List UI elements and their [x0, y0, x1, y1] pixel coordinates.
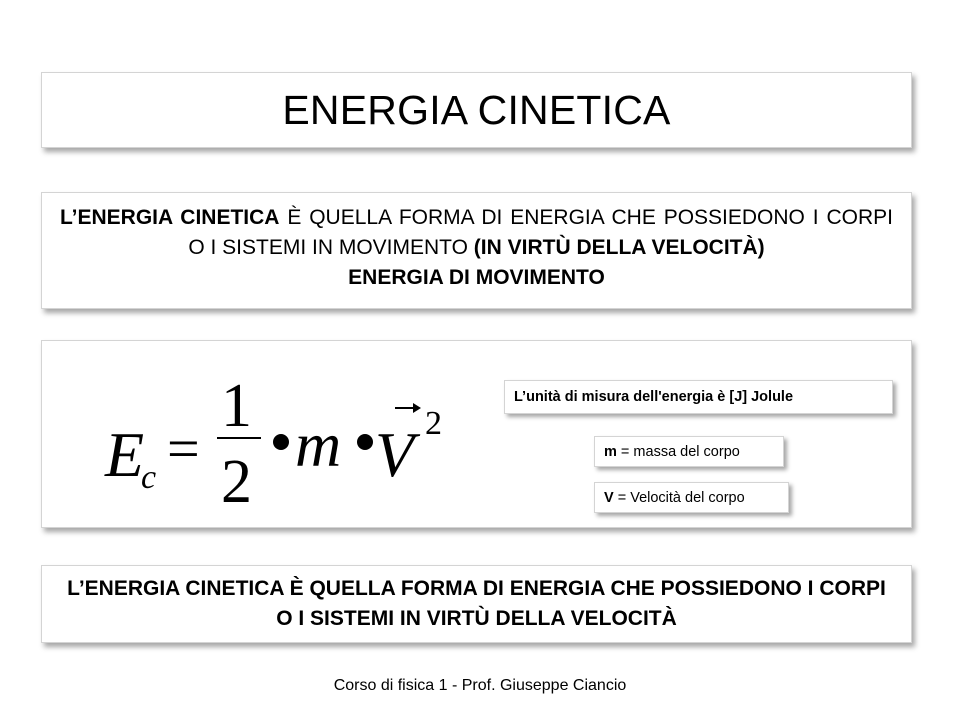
definition-subtitle: ENERGIA DI MOVIMENTO — [348, 266, 605, 289]
formula-dot-1 — [273, 434, 289, 450]
mass-note-text: = massa del corpo — [616, 443, 740, 460]
vector-arrow-icon — [395, 403, 421, 413]
formula-equals: = — [167, 416, 200, 481]
definition-text — [60, 203, 893, 263]
formula-energy-subscript: c — [141, 459, 157, 496]
footer-credit: Corso di fisica 1 - Prof. Giuseppe Ciancio — [333, 677, 627, 694]
definition-bold-note: (IN VIRTÙ DELLA VELOCITÀ) — [473, 236, 765, 259]
definition-body: È QUELLA FORMA DI ENERGIA CHE POSSIEDONO I CORPI O I SISTEMI IN MOVIMENTO — [188, 206, 893, 259]
unit-note-text: L’unità di misura dell'energia è [J] Jolule — [514, 389, 794, 405]
formula-energy-symbol: E — [105, 419, 145, 490]
velocity-note-symbol: V — [604, 489, 614, 506]
formula-dot-2 — [357, 434, 373, 450]
slide-title: ENERGIA CINETICA — [282, 86, 671, 133]
summary-text: L’ENERGIA CINETICA È QUELLA FORMA DI ENERGIA CHE POSSIEDONO I CORPI O I SISTEMI IN VIRTÙ DELLA VELOCITÀ — [67, 577, 886, 630]
formula-velocity-symbol: V — [375, 419, 415, 490]
formula-denominator: 2 — [221, 448, 252, 511]
velocity-note-box — [594, 482, 789, 513]
formula-exponent: 2 — [425, 405, 442, 442]
mass-note-symbol: m — [604, 443, 617, 460]
formula-box — [41, 340, 912, 528]
formula-mass-symbol: m — [295, 409, 342, 480]
definition-box — [41, 192, 912, 309]
definition-bold-term: L’ENERGIA CINETICA — [60, 206, 280, 229]
formula-numerator: 1 — [221, 372, 252, 440]
velocity-note-text: = Velocità del corpo — [613, 489, 745, 506]
mass-note-box — [594, 436, 784, 467]
kinetic-energy-formula — [97, 366, 497, 511]
title-box — [41, 72, 912, 148]
summary-box — [41, 565, 912, 643]
unit-note-box — [504, 380, 893, 414]
